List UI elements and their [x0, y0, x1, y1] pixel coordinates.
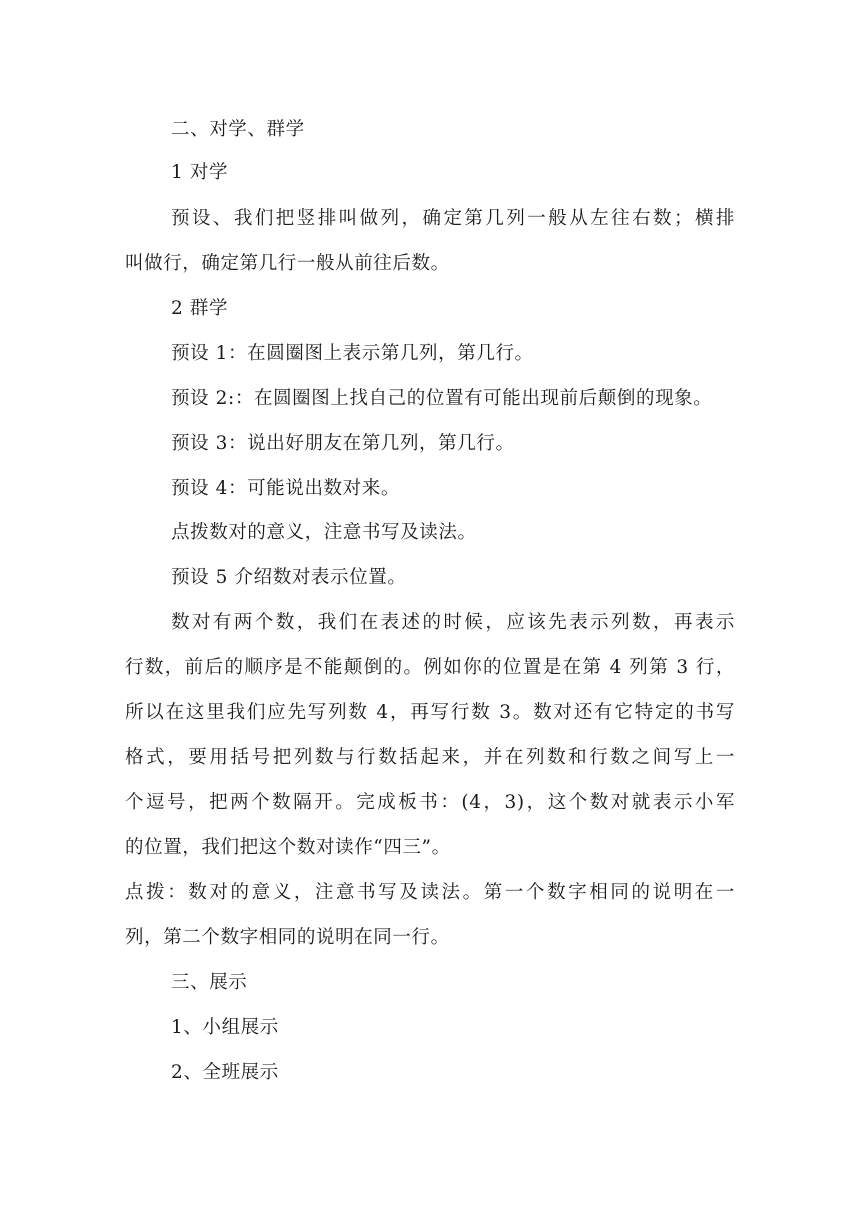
paragraph-line: 预设 2:：在圆圈图上找自己的位置有可能出现前后颠倒的现象。 [171, 388, 713, 409]
paragraph-line: 预设 4：可能说出数对来。 [171, 478, 400, 499]
section-heading-showcase: 三、展示 [171, 972, 248, 993]
paragraph-line: 所以在这里我们应先写列数 4，再写行数 3。数对还有它特定的书写 [125, 702, 735, 723]
paragraph-line: 预设 1：在圆圈图上表示第几列，第几行。 [171, 343, 534, 364]
paragraph-line: 列，第二个数字相同的说明在同一行。 [125, 927, 450, 948]
list-item: 2、全班展示 [171, 1062, 279, 1083]
paragraph-line: 行数，前后的顺序是不能颠倒的。例如你的位置是在第 4 列第 3 行， [125, 657, 735, 678]
paragraph-line: 叫做行，确定第几行一般从前往后数。 [125, 253, 450, 274]
paragraph-line: 预设 5 介绍数对表示位置。 [171, 567, 407, 588]
paragraph-line: 点拨数对的意义，注意书写及读法。 [171, 522, 477, 543]
paragraph-line: 点拨：数对的意义，注意书写及读法。第一个数字相同的说明在一 [125, 882, 735, 903]
paragraph-line: 格式，要用括号把列数与行数括起来，并在列数和行数之间写上一 [125, 747, 735, 768]
paragraph-line: 的位置，我们把这个数对读作“四三”。 [125, 837, 451, 858]
paragraph-line: 个逗号，把两个数隔开。完成板书：(4，3)，这个数对就表示小军 [125, 792, 735, 813]
paragraph-line: 预设、我们把竖排叫做列，确定第几列一般从左往右数；横排 [171, 208, 735, 229]
subheading-pair-study: 1 对学 [171, 162, 229, 183]
paragraph-line: 预设 3：说出好朋友在第几列，第几行。 [171, 433, 515, 454]
section-heading-pair-group-study: 二、对学、群学 [171, 119, 305, 140]
subheading-group-study: 2 群学 [171, 298, 229, 319]
paragraph-line: 数对有两个数，我们在表述的时候，应该先表示列数，再表示 [171, 612, 735, 633]
list-item: 1、小组展示 [171, 1017, 279, 1038]
